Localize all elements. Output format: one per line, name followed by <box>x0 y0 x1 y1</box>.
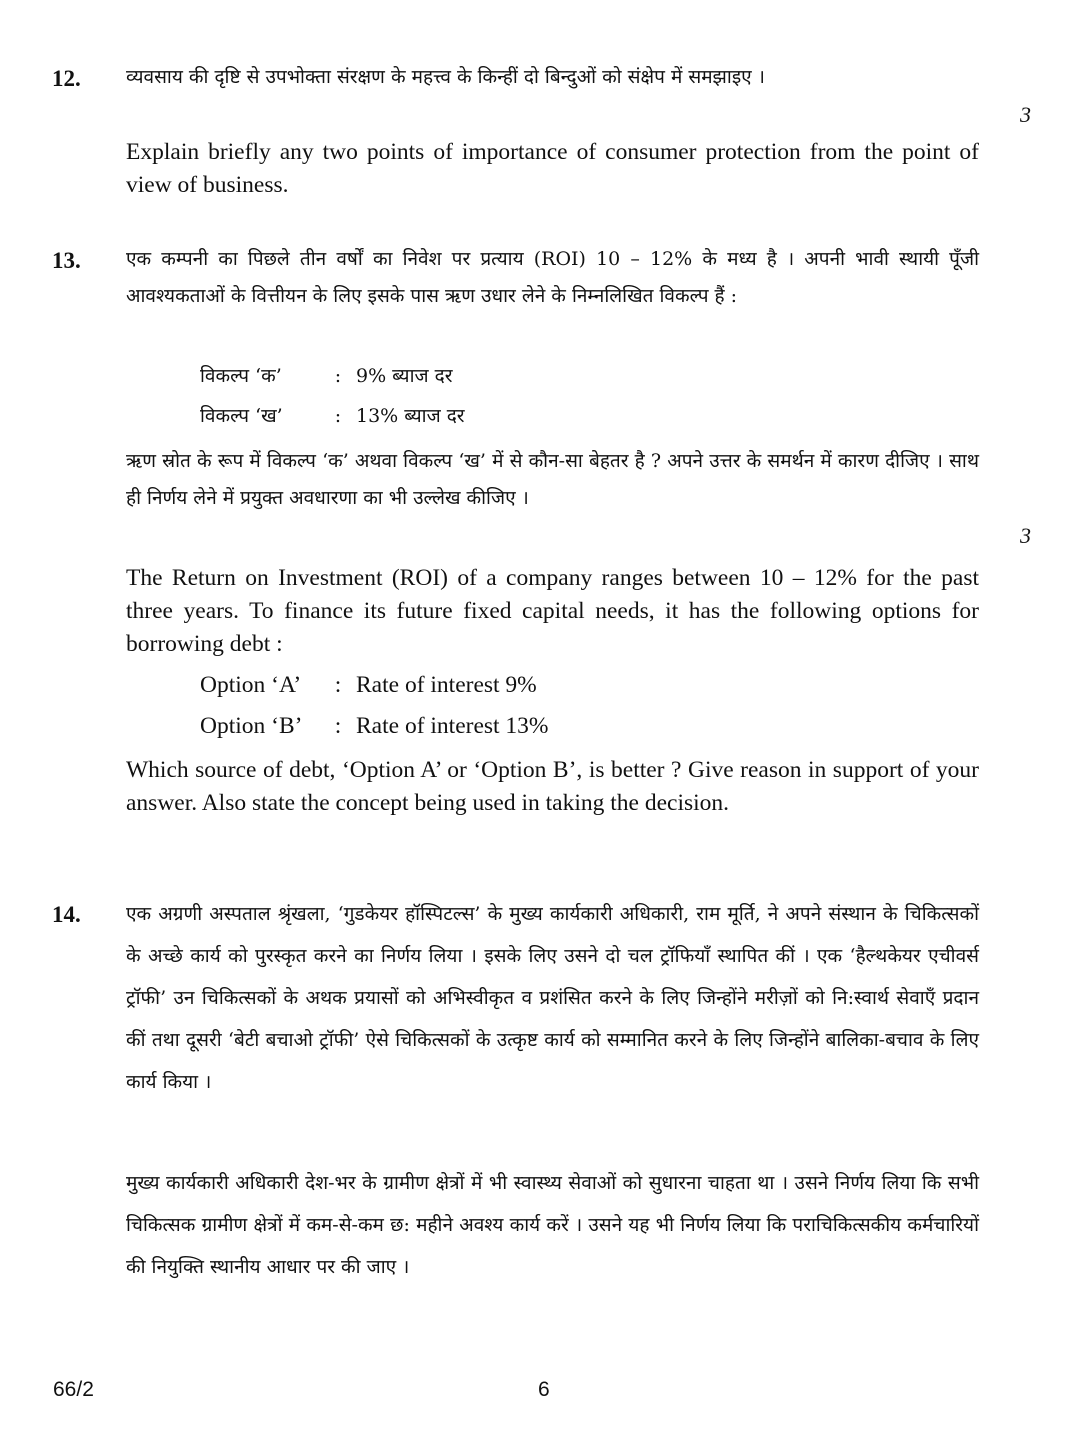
question-13-marks: 3 <box>1020 523 1031 548</box>
option-value: 13% ब्याज दर <box>356 405 465 427</box>
question-number-13: 13. <box>52 248 81 273</box>
question-13-hindi-option-b <box>200 402 465 428</box>
option-separator: : <box>334 405 342 427</box>
option-label: विकल्प ‘क’ <box>200 365 282 387</box>
option-label: Option ‘B’ <box>200 713 303 739</box>
question-12-hindi-text: व्यवसाय की दृष्टि से उपभोक्ता संरक्षण के महत्त्व के किन्हीं दो बिन्दुओं को संक्षेप में समझाइए । <box>126 66 765 88</box>
option-value: Rate of interest 9% <box>356 672 537 698</box>
option-label: विकल्प ‘ख’ <box>200 405 283 427</box>
paper-code: 66/2 <box>53 1378 94 1401</box>
option-value: Rate of interest 13% <box>356 713 549 739</box>
option-separator: : <box>334 672 342 698</box>
question-13-hindi-question: ऋण स्रोत के रूप में विकल्प ‘क’ अथवा विकल्प ‘ख’ में से कौन-सा बेहतर है ? अपने उत्तर के समर्थन में कारण दीजिए । साथ ही निर्णय लेने में प्रयुक्त अवधारणा का भी उल्लेख कीजिए । <box>126 450 979 509</box>
question-number-12: 12. <box>52 66 81 91</box>
option-value: 9% ब्याज दर <box>356 365 453 387</box>
question-13-hindi-intro: एक कम्पनी का पिछले तीन वर्षों का निवेश पर प्रत्याय (ROI) 10 – 12% के मध्य है । अपनी भावी स्थायी पूँजी आवश्यकताओं के वित्तीयन के लिए इसके पास ऋण उधार लेने के निम्नलिखित विकल्प हैं : <box>126 248 979 307</box>
question-13-hindi-option-a <box>200 362 453 388</box>
question-13-english-option-a <box>200 672 537 699</box>
option-separator: : <box>334 713 342 739</box>
question-13-english-intro: The Return on Investment (ROI) of a company ranges between 10 – 12% for the past three years. To finance its future fixed capital needs, it has the following options for borrowing debt : <box>126 565 979 657</box>
page-number: 6 <box>538 1378 550 1401</box>
question-number-14: 14. <box>52 902 81 927</box>
question-14-hindi-paragraph-1: एक अग्रणी अस्पताल श्रृंखला, ‘गुडकेयर हॉस्पिटल्स’ के मुख्य कार्यकारी अधिकारी, राम मूर्ति, ने अपने संस्थान के चिकित्सकों के अच्छे कार्य को पुरस्कृत करने का निर्णय लिया । इसके लिए उसने दो चल ट्रॉफियाँ स्थापित कीं । एक ‘हैल्थकेयर एचीवर्स ट्रॉफी’ उन चिकित्सकों के अथक प्रयासों को अभिस्वीकृत व प्रशंसित करने के लिए जिन्होंने मरीज़ों को नि:स्वार्थ सेवाएँ प्रदान कीं तथा दूसरी ‘बेटी बचाओ ट्रॉफी’ ऐसे चिकित्सकों के उत्कृष्ट कार्य को सम्मानित करने के लिए जिन्होंने बालिका-बचाव के लिए कार्य किया । <box>126 903 979 1093</box>
question-13-english-question: Which source of debt, ‘Option A’ or ‘Option B’, is better ? Give reason in support of your answer. Also state the concept being used in taking the decision. <box>126 757 979 816</box>
question-12-english-text: Explain briefly any two points of importance of consumer protection from the point of view of business. <box>126 139 979 198</box>
option-label: Option ‘A’ <box>200 672 302 698</box>
question-14-hindi-paragraph-2: मुख्य कार्यकारी अधिकारी देश-भर के ग्रामीण क्षेत्रों में भी स्वास्थ्य सेवाओं को सुधारना चाहता था । उसने निर्णय लिया कि सभी चिकित्सक ग्रामीण क्षेत्रों में कम-से-कम छ: महीने अवश्य कार्य करें । उसने यह भी निर्णय लिया कि पराचिकित्सकीय कर्मचारियों की नियुक्ति स्थानीय आधार पर की जाए । <box>126 1172 979 1278</box>
question-12-marks: 3 <box>1020 102 1031 127</box>
question-13-english-option-b <box>200 713 549 740</box>
option-separator: : <box>334 365 342 387</box>
